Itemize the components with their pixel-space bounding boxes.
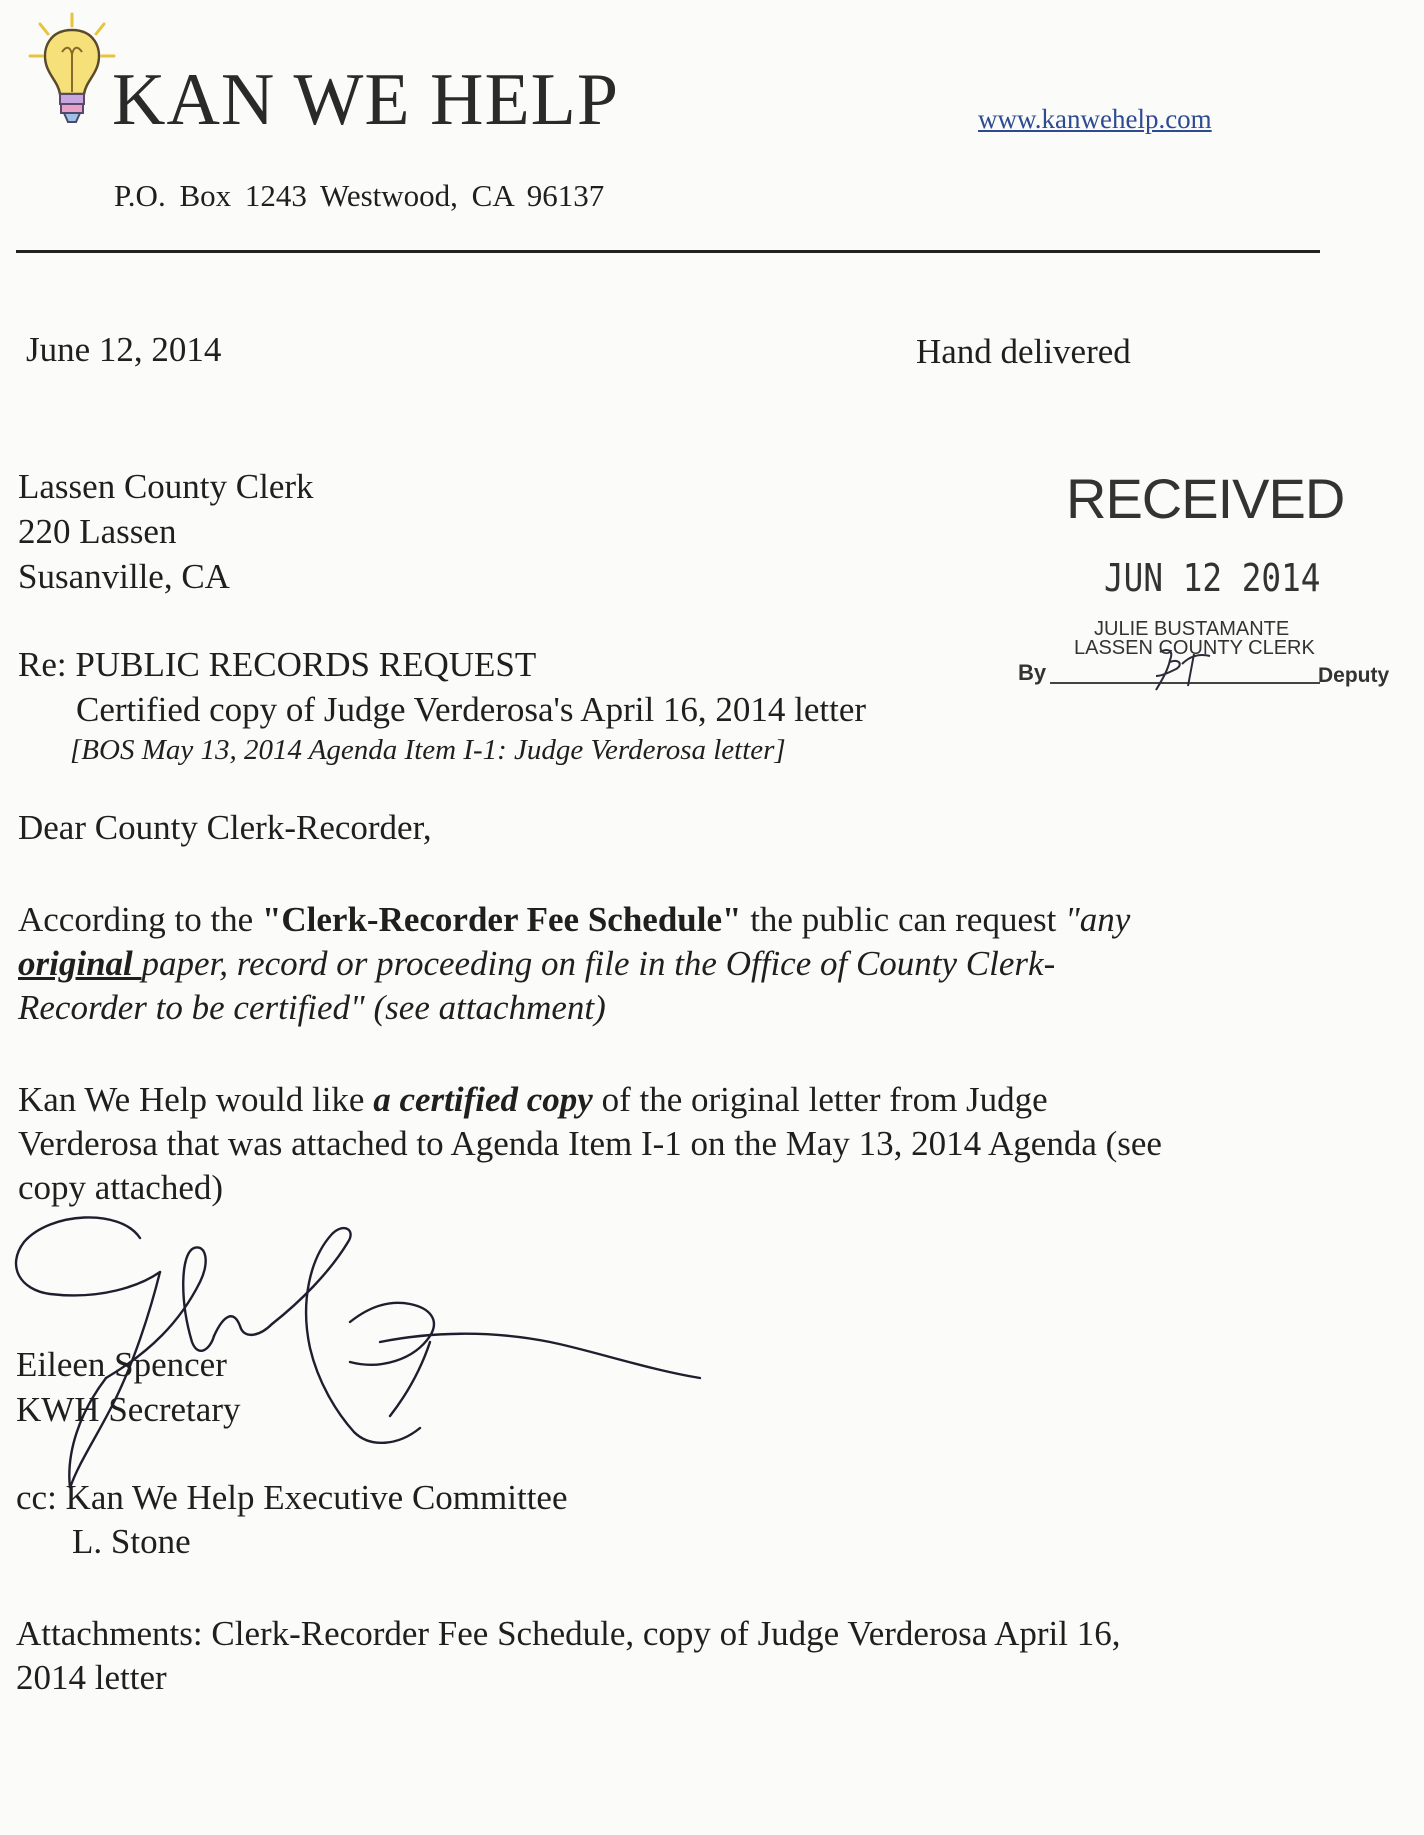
subject-line: Re: PUBLIC RECORDS REQUEST bbox=[18, 645, 537, 684]
text-run: According to the bbox=[18, 900, 262, 939]
paragraph-line bbox=[18, 1078, 1162, 1122]
text-run: of the original letter from Judge bbox=[592, 1080, 1048, 1119]
attachments-note bbox=[16, 1612, 1120, 1700]
attachments-line: 2014 letter bbox=[16, 1658, 167, 1697]
received-stamp-by-label: By bbox=[1018, 660, 1047, 685]
fee-schedule-title: "Clerk-Recorder Fee Schedule" bbox=[261, 900, 742, 939]
quoted-text: Recorder to be certified" bbox=[18, 988, 365, 1027]
letter-date: June 12, 2014 bbox=[26, 330, 222, 369]
received-stamp-deputy-label: Deputy bbox=[1318, 664, 1390, 687]
quoted-text: "any bbox=[1065, 900, 1131, 939]
paragraph-line bbox=[18, 898, 1130, 942]
cc-line: L. Stone bbox=[72, 1522, 191, 1561]
paragraph-line bbox=[18, 986, 1130, 1030]
received-stamp-office: LASSEN COUNTY CLERK bbox=[1074, 637, 1315, 659]
letterhead-divider bbox=[16, 250, 1320, 253]
org-address: P.O. Box 1243 Westwood, CA 96137 bbox=[114, 178, 605, 213]
signer-name: Eileen Spencer bbox=[16, 1345, 227, 1384]
paragraph-line bbox=[18, 942, 1130, 986]
lightbulb-icon bbox=[26, 12, 118, 132]
text-run: Kan We Help would like bbox=[18, 1080, 374, 1119]
received-stamp-date: JUN 12 2014 bbox=[1104, 556, 1321, 600]
subject-reference: [BOS May 13, 2014 Agenda Item I-1: Judge Verderosa letter] bbox=[70, 734, 786, 766]
body-paragraph-1 bbox=[18, 898, 1130, 1030]
received-stamp-name: JULIE BUSTAMANTE bbox=[1094, 618, 1290, 640]
recipient-line: Susanville, CA bbox=[18, 557, 230, 596]
emphasized-original: original bbox=[18, 944, 142, 983]
signer-title: KWH Secretary bbox=[16, 1390, 241, 1429]
text-run: (see attachment) bbox=[364, 988, 606, 1027]
website-link[interactable]: www.kanwehelp.com bbox=[978, 104, 1212, 134]
recipient-line: 220 Lassen bbox=[18, 512, 177, 551]
paragraph-line: Verderosa that was attached to Agenda Item I-1 on the May 13, 2014 Agenda (see bbox=[18, 1124, 1162, 1163]
attachments-line: Attachments: Clerk-Recorder Fee Schedule, copy of Judge Verderosa April 16, bbox=[16, 1614, 1121, 1653]
org-name: KAN WE HELP bbox=[112, 59, 620, 141]
stamp-initials-signature bbox=[1140, 640, 1220, 700]
body-paragraph-2 bbox=[18, 1078, 1162, 1210]
recipient-address bbox=[18, 464, 314, 599]
recipient-line: Lassen County Clerk bbox=[18, 467, 314, 506]
received-stamp-title: RECEIVED bbox=[1066, 467, 1345, 530]
subject-detail: Certified copy of Judge Verderosa's April 16, 2014 letter bbox=[76, 690, 867, 729]
emphasized-certified-copy: a certified copy bbox=[373, 1080, 593, 1119]
salutation: Dear County Clerk-Recorder, bbox=[18, 808, 432, 847]
paragraph-line: copy attached) bbox=[18, 1168, 224, 1207]
delivery-method: Hand delivered bbox=[916, 332, 1131, 371]
text-run: the public can request bbox=[741, 900, 1066, 939]
cc-line: cc: Kan We Help Executive Committee bbox=[16, 1478, 568, 1517]
quoted-text: paper, record or proceeding on file in the Office of County Clerk- bbox=[141, 944, 1056, 983]
